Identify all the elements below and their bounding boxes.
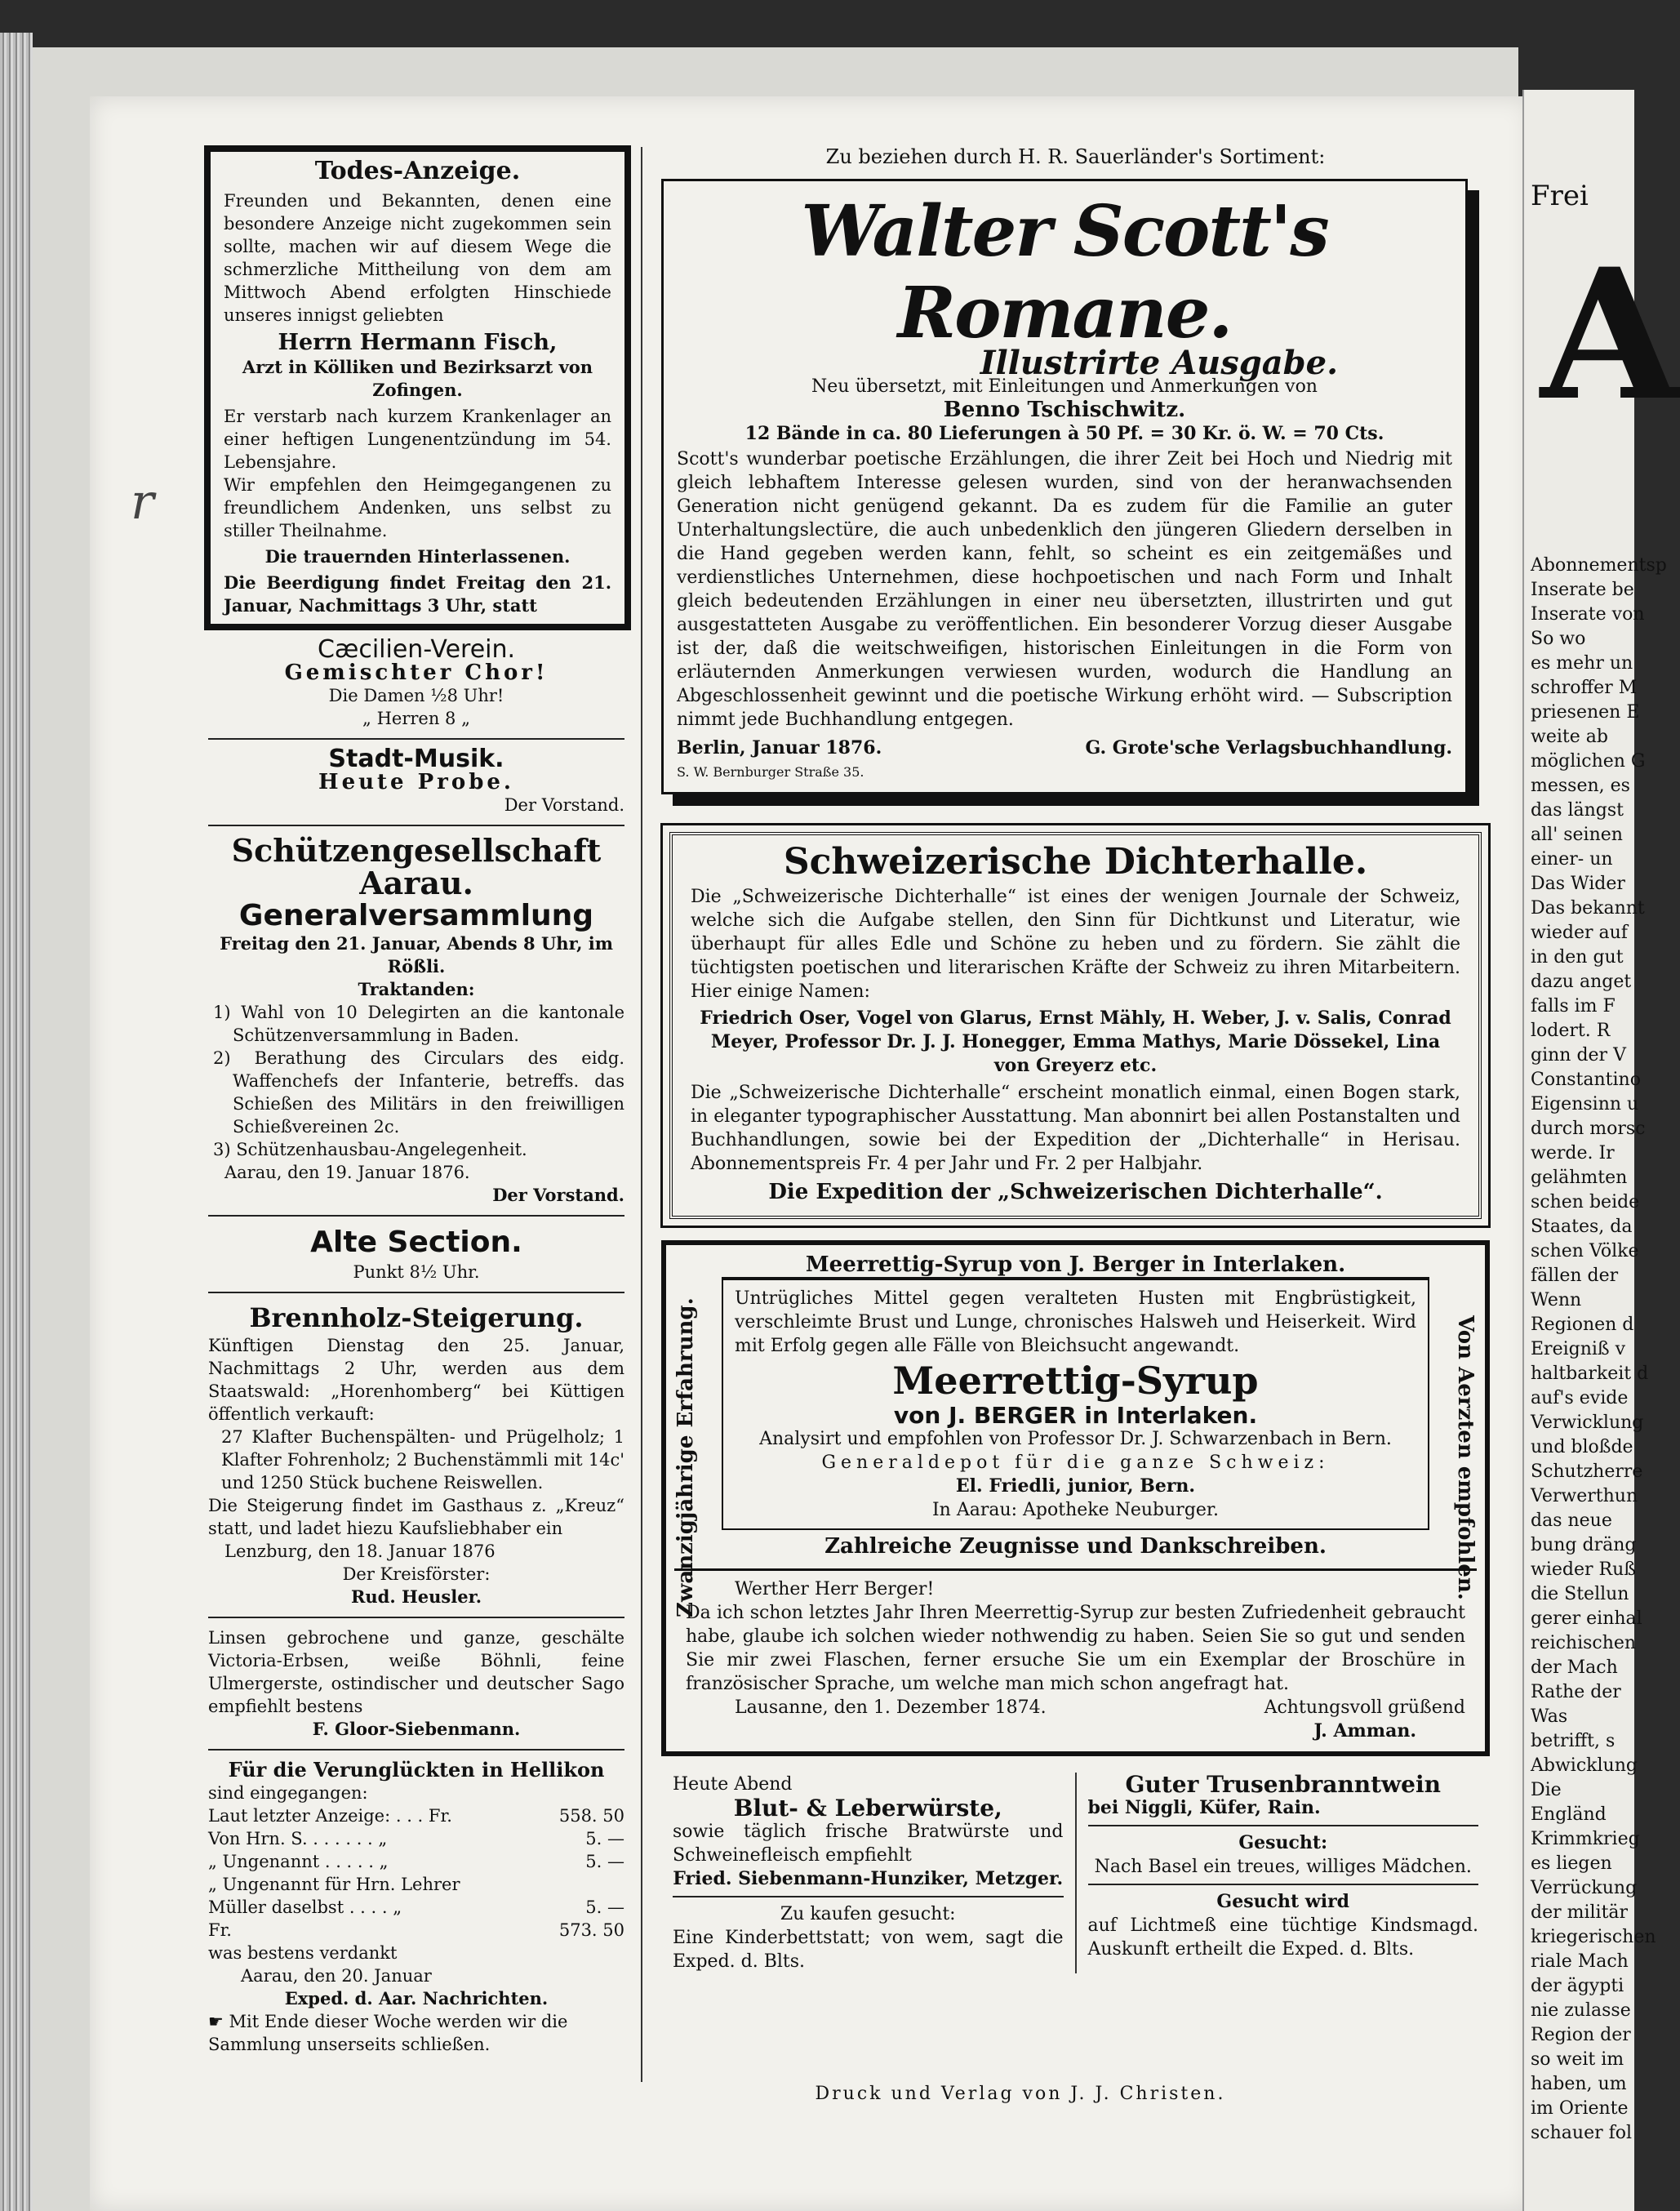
funeral-info: Die Beerdigung findet Freitag den 21. Januar, Nachmittags 3 Uhr, statt xyxy=(224,572,611,616)
wurst-text: sowie täglich frische Bratwürste und Schweinefleisch empfiehlt xyxy=(673,1822,1064,1866)
berger-from: von J. BERGER in Interlaken. xyxy=(893,1402,1258,1429)
death-notice-cause: Er verstarb nach kurzem Krankenlager an einer heftigen Lungenentzündung im 54. Lebensjahre. xyxy=(224,407,611,472)
dichterhalle-names: Friedrich Oser, Vogel von Glarus, Ernst Mähly, H. Weber, J. v. Salis, Conrad Meyer, Professor Dr. J. J. Honegger, Emma Mathys, Marie Dössekel, Lina von Greyerz etc. xyxy=(700,1008,1451,1076)
scott-logo: Walter Scott's Romane. xyxy=(801,190,1328,354)
scott-translation: Neu übersetzt, mit Einleitungen und Anmerkungen von xyxy=(811,376,1318,397)
right-column xyxy=(661,145,1490,1973)
facing-page-line: Staates, da xyxy=(1531,1217,1633,1237)
schuetzen-ad xyxy=(208,834,624,1207)
ledger-amount: 5. — xyxy=(585,1897,624,1917)
death-notice-text: Freunden und Bekannten, denen eine besondere Anzeige nicht zugekommen sein sollte, machen wir auf diesem Wege die schmerzliche Mittheilung von dem am Mittwoch Abend erfolgten Hinschiede unseres innigst geliebten xyxy=(224,191,611,325)
trusen-text: bei Niggli, Küfer, Rain. xyxy=(1087,1797,1321,1818)
letter-close: Achtungsvoll grüßend xyxy=(1264,1697,1465,1718)
ledger-row xyxy=(208,1896,624,1919)
divider xyxy=(1088,1884,1479,1885)
divider xyxy=(208,1617,624,1618)
alte-section-sub: Punkt 8½ Uhr. xyxy=(353,1262,480,1282)
facing-page-line: gelähmten xyxy=(1531,1168,1628,1188)
linsen-signature: F. Gloor-Siebenmann. xyxy=(312,1719,521,1739)
caecilien-line2: „ Herren 8 „ xyxy=(362,709,470,728)
scott-illustrirte: Illustrirte Ausgabe. xyxy=(980,344,1338,382)
facing-page-line: gerer einhal xyxy=(1531,1608,1642,1629)
facing-page-line: schroffer M xyxy=(1531,678,1638,698)
facing-page-line: Verwerthun xyxy=(1531,1486,1638,1506)
kaufen-text: Eine Kinderbettstatt; von wem, sagt die Exped. d. Blts. xyxy=(673,1928,1064,1972)
ledger-amount: 558. 50 xyxy=(558,1806,624,1826)
ledger-row xyxy=(208,1804,624,1827)
ledger-amount: 5. — xyxy=(585,1852,624,1871)
facing-page-line: Das bekannt xyxy=(1531,898,1645,919)
facing-page-line: Abonnementsp xyxy=(1531,555,1667,576)
death-notice-title: Todes-Anzeige. xyxy=(314,157,521,185)
schuetzen-sub: Generalversammlung xyxy=(238,899,594,932)
berger-left-vertical: Zwanzigjährige Erfahrung. xyxy=(673,1297,698,1617)
caecilien-ad xyxy=(208,635,624,730)
berger-big-title: Meerrettig-Syrup xyxy=(892,1359,1259,1403)
schuetzen-when: Freitag den 21. Januar, Abends 8 Uhr, im Rößli. xyxy=(220,933,613,976)
wurst-ad xyxy=(661,1773,1075,1973)
hellikon-title: Für die Verunglückten in Hellikon xyxy=(228,1758,605,1782)
facing-page-line: all' seinen xyxy=(1531,825,1623,845)
facing-page-line: reichischen xyxy=(1531,1633,1637,1653)
facing-page-line: riale Mach xyxy=(1531,1951,1629,1972)
linsen-ad xyxy=(208,1626,624,1741)
linsen-text: Linsen gebrochene und ganze, geschälte Victoria-Erbsen, weiße Böhnli, feine Ulmergerste, ostindischer und deutscher Sago empfiehlt bestens xyxy=(208,1628,624,1716)
stadtmusik-sub: Heute Probe. xyxy=(318,770,514,794)
facing-page-line: Constantino xyxy=(1531,1070,1641,1090)
agenda-item: 3) Schützenhausbau-Angelegenheit. xyxy=(213,1140,527,1159)
facing-page-line: Krimmkrieg xyxy=(1531,1829,1640,1849)
facing-page-line: Rathe der xyxy=(1531,1682,1621,1702)
facing-page-line: werde. Ir xyxy=(1531,1143,1615,1163)
facing-page-line: in den gut xyxy=(1531,947,1624,968)
dichterhalle-body2: Die „Schweizerische Dichterhalle“ erscheint monatlich einmal, einen Bogen stark, in eleganter typographischer Ausstattung. Man abonnirt bei allen Postanstalten und Buchhandlungen, sowie bei der Expedition der „Dichterhalle“ in Herisau. Abonnementspreis Fr. 4 per Jahr und Fr. 2 per Halbjahr. xyxy=(691,1083,1460,1174)
berger-inner xyxy=(722,1279,1429,1530)
dichterhalle-title: Schweizerische Dichterhalle. xyxy=(783,841,1368,883)
berger-body: Untrügliches Mittel gegen veralteten Husten mit Engbrüstigkeit, verschleimte Brust und Lunge, chronisches Halsweh und Heiserkeit. Wird mit Erfolg gegen alle Fälle von Bleichsucht angewandt. xyxy=(735,1288,1416,1356)
facing-page-line: Wenn xyxy=(1531,1290,1582,1310)
facing-page-line: und bloßde xyxy=(1531,1437,1633,1457)
column-rule xyxy=(641,147,642,2082)
scott-body: Scott's wunderbar poetische Erzählungen, die ihrer Zeit bei Hoch und Niedrig mit gleich lebhaftem Interesse gelesen wurden, sind von der heranwachsenden Generation nicht genügend gekannt. Da es zudem für die Familie an guter Unterhaltungslectüre, die auch unbedenklich den jüngeren Gliedern derselben in die Hand gegeben werden kann, fehlt, so scheint es ein zeitgemäßes und verdienstliches Unternehmen, diese hochpoetischen und nach Form und Inhalt gleich bedeutenden Erzählungen in einer neu übersetzten, illustrirten und gut ausgestatteten Ausgabe zu veröffentlichen. Ein besonderer Vorzug dieser Ausgabe ist der, daß die weitschweifigen, historischen Einleitungen in die Form von erläuternden Anmerkungen verwiesen wurden, wodurch die Handlung an Abgeschlossenheit gewinnt und die poetische Wirkung erhöht wird. — Subscription nimmt jede Buchhandlung entgegen. xyxy=(677,449,1452,730)
letter-date: Lausanne, den 1. Dezember 1874. xyxy=(735,1697,1047,1718)
kaufen-title: Zu kaufen gesucht: xyxy=(780,1904,956,1924)
facing-page-line: lodert. R xyxy=(1531,1021,1611,1041)
hellikon-intro: sind eingegangen: xyxy=(208,1783,368,1803)
hellikon-date: Aarau, den 20. Januar xyxy=(241,1966,432,1986)
berger-zeugnisse: Zahlreiche Zeugnisse und Dankschreiben. xyxy=(824,1534,1327,1559)
deceased-role: Arzt in Kölliken und Bezirksarzt von Zofingen. xyxy=(242,357,593,400)
hellikon-signature: Exped. d. Aar. Nachrichten. xyxy=(284,1988,549,2009)
scott-translator: Benno Tschischwitz. xyxy=(943,398,1186,422)
deceased-name: Herrn Hermann Fisch, xyxy=(278,330,558,355)
berger-depot-name: El. Friedli, junior, Bern. xyxy=(955,1475,1196,1497)
bottom-ads xyxy=(661,1773,1490,1973)
brennholz-date: Lenzburg, den 18. Januar 1876 xyxy=(224,1541,496,1561)
wurst-title: Blut- & Leberwürste, xyxy=(733,1795,1002,1822)
facing-page-line: durch morsc xyxy=(1531,1119,1646,1139)
facing-page-line: schen Völke xyxy=(1531,1241,1639,1261)
facing-page-line: schen beide xyxy=(1531,1192,1640,1212)
berger-head: Meerrettig-Syrup von J. Berger in Interlaken. xyxy=(722,1253,1429,1279)
stadtmusik-title: Stadt-Musik. xyxy=(328,745,504,773)
ledger-amount xyxy=(527,1873,624,1896)
facing-page-line: fällen der xyxy=(1531,1266,1619,1286)
supply-line: Zu beziehen durch H. R. Sauerländer's Sortiment: xyxy=(825,145,1326,168)
facing-page-line: priesenen E xyxy=(1531,702,1640,723)
scott-price: 12 Bände in ca. 80 Lieferungen à 50 Pf. = 30 Kr. ö. W. = 70 Cts. xyxy=(744,423,1384,444)
facing-page-line: das neue xyxy=(1531,1510,1612,1531)
divider xyxy=(208,1215,624,1217)
facing-page-line: Die xyxy=(1531,1780,1562,1800)
berger-right-vertical: Von Aerzten empfohlen. xyxy=(1453,1315,1478,1600)
facing-page-line: Inserate be xyxy=(1531,580,1634,600)
facing-page-line: der militär xyxy=(1531,1902,1629,1923)
ledger-amount: 573. 50 xyxy=(558,1920,624,1940)
stadtmusik-signature: Der Vorstand. xyxy=(504,795,624,815)
letter-body: Da ich schon letztes Jahr Ihren Meerrettig-Syrup zur besten Zufriedenheit gebraucht habe, glaube ich solchen wieder nothwendig zu haben. Seien Sie so gut und senden Sie mir zwei Flaschen, ferner ersuche Sie um ein Exemplar der Broschüre in französischer Sprache, um welche man mich schon angefragt hat. xyxy=(686,1603,1465,1694)
letter-signature: J. Amman. xyxy=(1313,1720,1416,1742)
ledger-label: „ Ungenannt für Hrn. Lehrer xyxy=(208,1875,460,1894)
brennholz-signature: Rud. Heusler. xyxy=(350,1586,482,1607)
hellikon-ad xyxy=(208,1759,624,2056)
ledger-label: Von Hrn. S. . . . . . . „ xyxy=(208,1829,388,1848)
death-notice xyxy=(204,145,631,630)
schuetzen-signature: Der Vorstand. xyxy=(492,1185,624,1205)
divider xyxy=(208,825,624,826)
facing-page-line: Schutzherre xyxy=(1531,1461,1643,1482)
scott-ad xyxy=(661,179,1468,794)
stadtmusik-ad xyxy=(208,745,624,816)
facing-page-line: So wo xyxy=(1531,629,1586,649)
hellikon-note: ☛ Mit Ende dieser Woche werden wir die Sammlung unserseits schließen. xyxy=(208,2012,568,2054)
dichterhalle-signature: Die Expedition der „Schweizerischen Dichterhalle“. xyxy=(768,1180,1383,1204)
facing-page-line: kriegerischen xyxy=(1531,1927,1656,1947)
ledger-row xyxy=(208,1827,624,1850)
ledger-label: „ Ungenannt . . . . . „ xyxy=(208,1852,389,1871)
hellikon-thanks: was bestens verdankt xyxy=(208,1943,398,1963)
schuetzen-items xyxy=(208,1001,624,1161)
facing-page-line: Inserate von xyxy=(1531,604,1645,625)
death-notice-remembrance: Wir empfehlen den Heimgegangenen zu freundlichem Andenken, uns selbst zu stiller Theilnahme. xyxy=(224,475,611,541)
trusen-ad xyxy=(1075,1773,1491,1973)
facing-page-line: wieder auf xyxy=(1531,923,1628,943)
facing-page-line: messen, es xyxy=(1531,776,1630,796)
ledger-label: Müller daselbst . . . . „ xyxy=(208,1897,402,1917)
divider xyxy=(208,738,624,740)
facing-page-line: haben, um xyxy=(1531,2074,1627,2094)
facing-page-line: es liegen xyxy=(1531,1853,1612,1874)
facing-page-line: so weit im xyxy=(1531,2049,1624,2070)
dichterhalle-body: Die „Schweizerische Dichterhalle“ ist eines der wenigen Journale der Schweiz, welche sich die Aufgabe stellen, den Sinn für Dichtkunst und Literatur, wie überhaupt für alles Edle und Schöne zu heben und zu fördern. Sie zählt die tüchtigsten poetischen und literarischen Kräfte der Schweiz zu ihren Mitarbeitern. Hier einige Namen: xyxy=(691,887,1460,1002)
brennholz-list: 27 Klafter Buchenspälten- und Prügelholz; 1 Klafter Fohrenholz; 2 Buchenstämmli mit 14c' und 1250 Stück buchene Reiswellen. xyxy=(221,1427,624,1493)
facing-page-line: dazu anget xyxy=(1531,972,1632,992)
facing-page-line: Region der xyxy=(1531,2025,1631,2045)
berger-letter xyxy=(674,1568,1477,1743)
facing-page-masthead: A xyxy=(1540,229,1680,440)
scott-address: S. W. Bernburger Straße 35. xyxy=(677,764,864,780)
facing-page-line: Abwicklung xyxy=(1531,1755,1638,1776)
divider xyxy=(208,1749,624,1751)
facing-page xyxy=(1522,90,1680,2211)
facing-page-line: möglichen G xyxy=(1531,751,1646,772)
book-edge xyxy=(0,33,33,2211)
facing-page-line: der ägypti xyxy=(1531,1976,1624,1996)
caecilien-sub: Gemischter Chor! xyxy=(284,661,549,685)
facing-page-line: einer- un xyxy=(1531,849,1613,870)
alte-section-title: Alte Section. xyxy=(310,1226,522,1259)
divider xyxy=(1088,1825,1479,1826)
berger-ad xyxy=(661,1240,1490,1756)
facing-page-line: im Oriente xyxy=(1531,2098,1629,2119)
death-notice-signature: Die trauernden Hinterlassenen. xyxy=(264,546,571,567)
caecilien-line1: Die Damen ½8 Uhr! xyxy=(328,686,504,705)
facing-page-line: die Stellun xyxy=(1531,1584,1629,1604)
dichterhalle-ad xyxy=(669,832,1482,1219)
divider xyxy=(208,1292,624,1293)
facing-page-line: wieder Ruß xyxy=(1531,1559,1636,1580)
alte-section-ad xyxy=(208,1225,624,1283)
facing-page-line: betrifft, s xyxy=(1531,1731,1616,1751)
brennholz-text2: Die Steigerung findet im Gasthaus z. „Kreuz“ statt, und ladet hiezu Kaufsliebhaber ein xyxy=(208,1496,624,1538)
brennholz-text: Künftigen Dienstag den 25. Januar, Nachmittags 2 Uhr, werden aus dem Staatswald: „Horenhomberg“ bei Küttigen öffentlich verkauft: xyxy=(208,1336,624,1424)
brennholz-title: Brennholz-Steigerung. xyxy=(249,1302,584,1333)
agenda-item: 2) Berathung des Circulars des eidg. Waffenchefs der Infanterie, betreffs. das Schießen des Militärs in den freiwilligen Schießvereinen 2c. xyxy=(213,1048,624,1137)
ledger-amount: 5. — xyxy=(585,1829,624,1848)
facing-page-line: Regionen d xyxy=(1531,1315,1634,1335)
left-column xyxy=(208,145,624,2064)
pencil-mark: r xyxy=(131,474,154,531)
ledger-row xyxy=(208,1873,624,1896)
agenda-item: 1) Wahl von 10 Delegirten an die kantonale Schützenversammlung in Baden. xyxy=(213,1003,624,1045)
schuetzen-title: Schützengesellschaft Aarau. xyxy=(231,832,602,901)
gesucht2-title: Gesucht wird xyxy=(1216,1891,1350,1912)
gesucht-text: Nach Basel ein treues, williges Mädchen. xyxy=(1094,1857,1472,1877)
facing-page-line: bung dräng xyxy=(1531,1535,1637,1555)
divider xyxy=(673,1896,1064,1897)
hellikon-ledger xyxy=(208,1804,624,1942)
gesucht2-text: auf Lichtmeß eine tüchtige Kindsmagd. Auskunft ertheilt die Exped. d. Blts. xyxy=(1087,1915,1478,1960)
facing-page-line: haltbarkeit d xyxy=(1531,1364,1649,1384)
gesucht-title: Gesucht: xyxy=(1238,1832,1328,1853)
letter-salutation: Werther Herr Berger! xyxy=(735,1579,935,1599)
facing-page-line: Verwicklung xyxy=(1531,1412,1644,1433)
facing-page-line: Das Wider xyxy=(1531,874,1625,894)
facing-page-line: Engländ xyxy=(1531,1804,1607,1825)
facing-page-line: ginn der V xyxy=(1531,1045,1626,1065)
wurst-signature: Fried. Siebenmann-Hunziker, Metzger. xyxy=(673,1868,1064,1889)
facing-page-line: der Mach xyxy=(1531,1657,1618,1678)
berger-depot: Generaldepot für die ganze Schweiz: xyxy=(821,1452,1330,1473)
berger-aarau: In Aarau: Apotheke Neuburger. xyxy=(931,1500,1220,1520)
facing-page-line: das längst xyxy=(1531,800,1624,821)
ledger-label: Fr. xyxy=(208,1920,232,1940)
trusen-title: Guter Trusenbranntwein xyxy=(1125,1771,1441,1798)
facing-page-line: falls im F xyxy=(1531,996,1616,1017)
facing-page-line: Was xyxy=(1531,1706,1568,1727)
imprint: Druck und Verlag von J. J. Christen. xyxy=(815,2084,1226,2104)
ledger-row xyxy=(208,1850,624,1873)
schuetzen-traktanden: Traktanden: xyxy=(358,979,475,999)
wurst-line1: Heute Abend xyxy=(673,1774,793,1795)
facing-page-line: Eigensinn u xyxy=(1531,1094,1639,1114)
schuetzen-date: Aarau, den 19. Januar 1876. xyxy=(224,1163,470,1182)
ledger-row xyxy=(208,1919,624,1942)
brennholz-role: Der Kreisförster: xyxy=(342,1564,491,1584)
berger-analyse: Analysirt und empfohlen von Professor Dr. J. Schwarzenbach in Bern. xyxy=(759,1429,1392,1449)
scott-place: Berlin, Januar 1876. xyxy=(677,737,882,759)
facing-page-line: Verrückung xyxy=(1531,1878,1638,1898)
ledger-label: Laut letzter Anzeige: . . . Fr. xyxy=(208,1806,452,1826)
brennholz-ad xyxy=(208,1301,624,1608)
facing-page-line: nie zulasse xyxy=(1531,2000,1631,2021)
caecilien-title: Cæcilien-Verein. xyxy=(317,635,516,664)
facing-page-line: schauer fol xyxy=(1531,2123,1633,2143)
facing-page-line: auf's evide xyxy=(1531,1388,1629,1408)
facing-page-line: Ereigniß v xyxy=(1531,1339,1626,1359)
facing-page-line: es mehr un xyxy=(1531,653,1633,674)
scott-publisher: G. Grote'sche Verlagsbuchhandlung. xyxy=(1085,737,1452,759)
facing-page-header: Frei xyxy=(1531,180,1589,212)
facing-page-line: weite ab xyxy=(1531,727,1608,747)
